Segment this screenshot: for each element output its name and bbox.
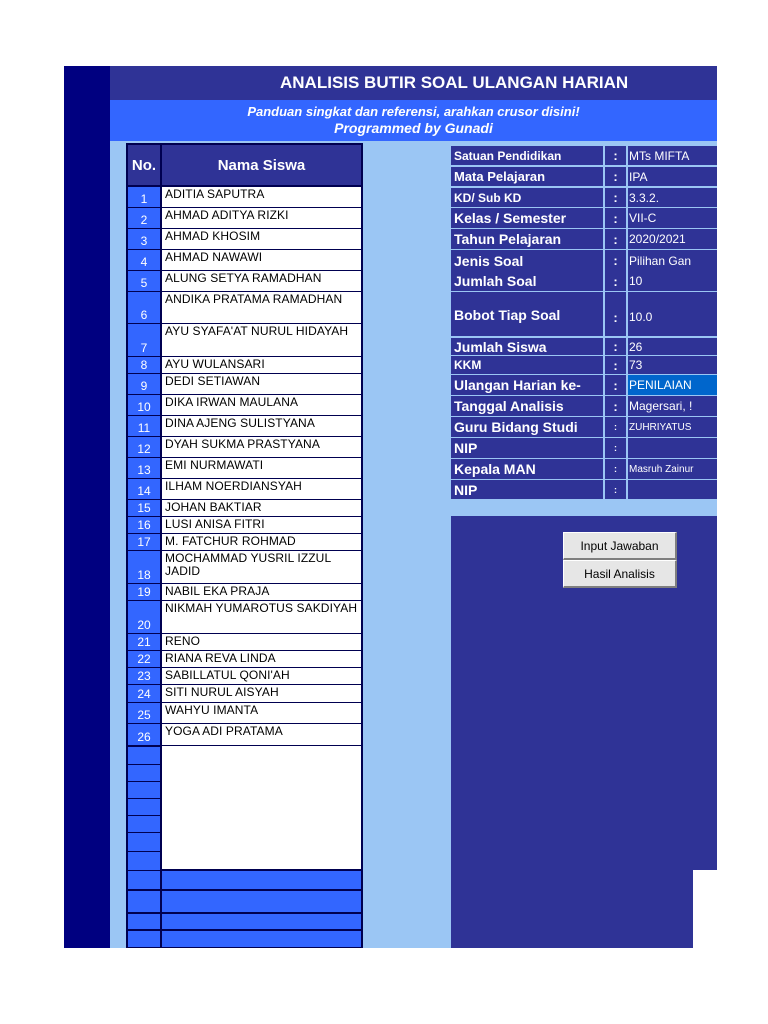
student-name[interactable]: LUSI ANISA FITRI: [162, 517, 361, 533]
empty-row-number: [128, 747, 160, 764]
info-colon: :: [605, 188, 626, 207]
student-table: [126, 143, 363, 948]
row-number: 24: [128, 685, 160, 702]
student-name[interactable]: MOCHAMMAD YUSRIL IZZUL JADID: [162, 551, 361, 583]
student-name[interactable]: ANDIKA PRATAMA RAMADHAN: [162, 292, 361, 323]
student-name[interactable]: ALUNG SETYA RAMADHAN: [162, 271, 361, 291]
info-label: KD/ Sub KD: [451, 188, 603, 207]
info-value[interactable]: PENILAIAN: [628, 375, 717, 395]
info-colon: :: [605, 271, 626, 291]
page-margin: [693, 870, 717, 948]
student-name[interactable]: RIANA REVA LINDA: [162, 651, 361, 667]
info-label: KKM: [451, 356, 603, 374]
info-colon: :: [605, 229, 626, 249]
row-number: 7: [128, 324, 160, 356]
empty-name-area[interactable]: [162, 746, 361, 869]
footer-row-number: [128, 871, 160, 889]
student-name[interactable]: SITI NURUL AISYAH: [162, 685, 361, 702]
info-colon: :: [605, 438, 626, 458]
row-number: 19: [128, 584, 160, 600]
page-title: ANALISIS BUTIR SOAL ULANGAN HARIAN: [280, 73, 629, 92]
student-name[interactable]: SABILLATUL QONI'AH: [162, 668, 361, 684]
row-number: 26: [128, 724, 160, 745]
info-label: Satuan Pendidikan: [451, 146, 603, 165]
info-value[interactable]: 3.3.2.: [628, 188, 717, 207]
footer-row-number: [128, 891, 160, 912]
empty-row-number: [128, 799, 160, 815]
row-number: 23: [128, 668, 160, 684]
info-colon: :: [605, 356, 626, 374]
student-name[interactable]: EMI NURMAWATI: [162, 458, 361, 478]
info-label: Bobot Tiap Soal: [451, 292, 603, 336]
info-label: Kepala MAN: [451, 459, 603, 479]
info-colon: :: [605, 459, 626, 479]
student-name[interactable]: WAHYU IMANTA: [162, 703, 361, 723]
info-colon: :: [605, 250, 626, 271]
row-number: 11: [128, 416, 160, 436]
info-value[interactable]: 73: [628, 356, 717, 374]
footer-row-cell: [162, 931, 361, 947]
student-name[interactable]: DYAH SUKMA PRASTYANA: [162, 437, 361, 457]
row-number: 5: [128, 271, 160, 291]
empty-row-number: [128, 765, 160, 781]
info-value[interactable]: 10.0: [628, 292, 717, 336]
row-number: 1: [128, 187, 160, 207]
student-name[interactable]: JOHAN BAKTIAR: [162, 500, 361, 516]
header-no: No.: [128, 145, 160, 185]
student-name[interactable]: YOGA ADI PRATAMA: [162, 724, 361, 745]
info-label: Jenis Soal: [451, 250, 603, 271]
info-label: NIP: [451, 480, 603, 499]
row-number: 22: [128, 651, 160, 667]
row-number: 18: [128, 551, 160, 583]
info-label: Mata Pelajaran: [451, 167, 603, 186]
row-number: 9: [128, 374, 160, 394]
row-number: 12: [128, 437, 160, 457]
info-colon: :: [605, 375, 626, 395]
guide-text: Panduan singkat dan referensi, arahkan crusor disini!: [247, 104, 580, 119]
info-colon: :: [605, 292, 626, 336]
row-number: 10: [128, 395, 160, 415]
empty-row-number: [128, 816, 160, 832]
row-number: 2: [128, 208, 160, 228]
row-number: 16: [128, 517, 160, 533]
student-name[interactable]: NIKMAH YUMAROTUS SAKDIYAH: [162, 601, 361, 633]
student-name[interactable]: ILHAM NOERDIANSYAH: [162, 479, 361, 499]
row-number: 15: [128, 500, 160, 516]
empty-row-number: [128, 782, 160, 798]
info-colon: :: [605, 480, 626, 499]
hasil-analisis-button[interactable]: Hasil Analisis: [563, 560, 677, 588]
info-colon: :: [605, 417, 626, 437]
info-label: Jumlah Siswa: [451, 338, 603, 355]
info-colon: :: [605, 167, 626, 186]
student-name[interactable]: AHMAD NAWAWI: [162, 250, 361, 270]
title-bar: [110, 66, 717, 100]
student-name[interactable]: DIKA IRWAN MAULANA: [162, 395, 361, 415]
info-value[interactable]: ZUHRIYATUS: [628, 417, 717, 437]
student-name[interactable]: AYU WULANSARI: [162, 357, 361, 373]
info-label: Jumlah Soal: [451, 271, 603, 291]
info-label: Kelas / Semester: [451, 208, 603, 228]
row-number: 6: [128, 292, 160, 323]
row-number: 20: [128, 601, 160, 633]
student-name[interactable]: DINA AJENG SULISTYANA: [162, 416, 361, 436]
row-number: 3: [128, 229, 160, 249]
footer-row-cell: [162, 914, 361, 929]
guide-bar[interactable]: [110, 100, 717, 141]
info-colon: :: [605, 338, 626, 355]
footer-row-cell: [162, 891, 361, 912]
student-name[interactable]: DEDI SETIAWAN: [162, 374, 361, 394]
student-name[interactable]: AYU SYAFA'AT NURUL HIDAYAH: [162, 324, 361, 356]
student-name[interactable]: AHMAD ADITYA RIZKI: [162, 208, 361, 228]
info-label: Ulangan Harian ke-: [451, 375, 603, 395]
student-name[interactable]: NABIL EKA PRAJA: [162, 584, 361, 600]
info-label: NIP: [451, 438, 603, 458]
student-name[interactable]: RENO: [162, 634, 361, 650]
student-name[interactable]: ADITIA SAPUTRA: [162, 187, 361, 207]
info-label: Guru Bidang Studi: [451, 417, 603, 437]
info-label: Tahun Pelajaran: [451, 229, 603, 249]
info-value[interactable]: [628, 438, 717, 458]
footer-row-number: [128, 931, 160, 947]
row-number: 14: [128, 479, 160, 499]
info-value[interactable]: Magersari, !: [628, 396, 717, 416]
info-value[interactable]: [628, 480, 717, 499]
row-number: 21: [128, 634, 160, 650]
row-number: 4: [128, 250, 160, 270]
info-value[interactable]: MTs MIFTA: [628, 146, 717, 165]
info-value[interactable]: 10: [628, 271, 717, 291]
info-colon: :: [605, 208, 626, 228]
input-jawaban-button[interactable]: Input Jawaban: [563, 532, 677, 560]
left-margin-bar: [64, 66, 110, 948]
info-colon: :: [605, 146, 626, 165]
info-colon: :: [605, 396, 626, 416]
info-label: Tanggal Analisis: [451, 396, 603, 416]
student-name[interactable]: M. FATCHUR ROHMAD: [162, 534, 361, 550]
footer-row-number: [128, 914, 160, 929]
info-value[interactable]: 26: [628, 338, 717, 355]
row-number: 13: [128, 458, 160, 478]
empty-row-number: [128, 833, 160, 851]
row-number: 8: [128, 357, 160, 373]
student-name[interactable]: AHMAD KHOSIM: [162, 229, 361, 249]
row-number: 25: [128, 703, 160, 723]
info-value[interactable]: VII-C: [628, 208, 717, 228]
footer-row-cell: [162, 871, 361, 889]
info-value[interactable]: IPA: [628, 167, 717, 186]
button-panel: [451, 516, 717, 948]
programmer-credit: Programmed by Gunadi: [334, 120, 493, 136]
empty-row-number: [128, 852, 160, 870]
info-value[interactable]: 2020/2021: [628, 229, 717, 249]
header-nama-siswa: Nama Siswa: [162, 145, 361, 185]
row-number: 17: [128, 534, 160, 550]
info-value[interactable]: Masruh Zainur: [628, 459, 717, 479]
info-value[interactable]: Pilihan Gan: [628, 250, 717, 271]
info-panel: [451, 143, 717, 516]
